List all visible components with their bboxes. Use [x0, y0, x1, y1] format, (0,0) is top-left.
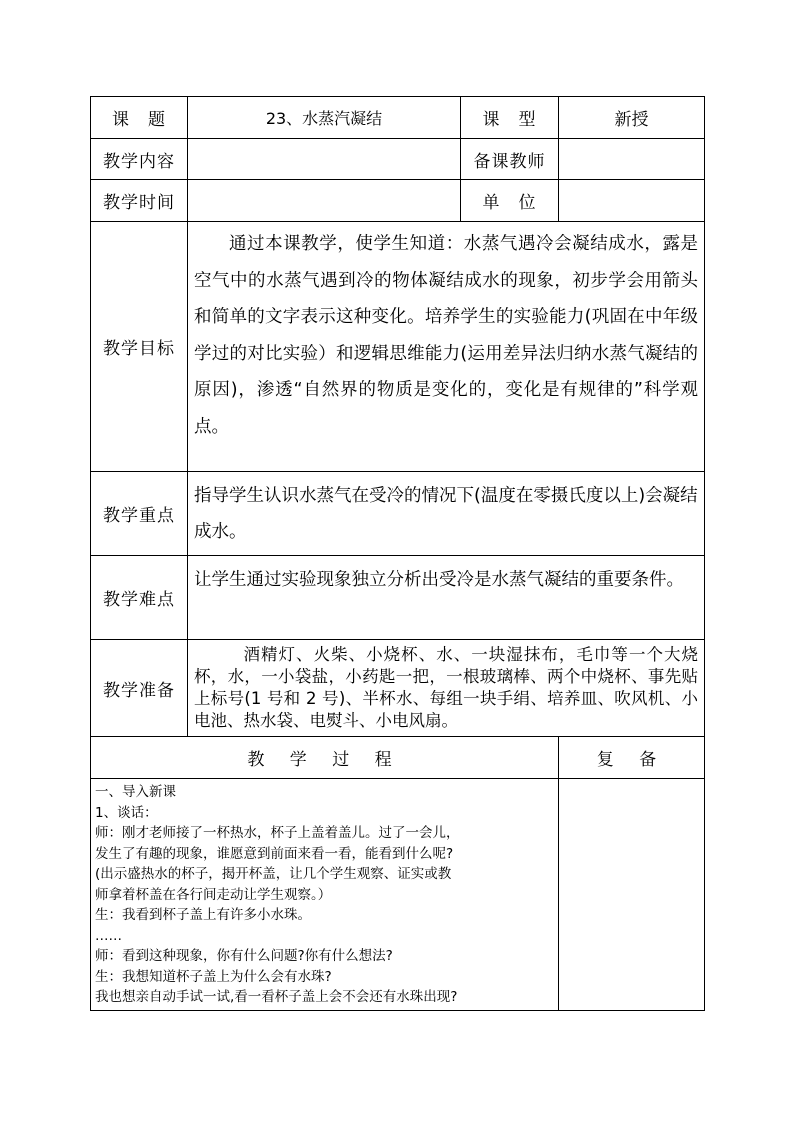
type-value: 新授: [559, 97, 705, 139]
process-line: ……: [95, 927, 122, 944]
process-line: (出示盛热水的杯子，揭开杯盖，让几个学生观察、证实或教: [95, 866, 452, 882]
header-row: [91, 97, 705, 139]
unit-label: 单 位: [461, 180, 559, 222]
unit-value: [559, 180, 705, 222]
process-line: 1、谈话：: [95, 804, 158, 821]
time-label: 教学时间: [91, 180, 188, 222]
process-header: 教 学 过 程: [91, 737, 559, 779]
process-line: 我也想亲自动手试一试,看一看杯子盖上会不会还有水珠出现?: [95, 989, 458, 1005]
process-row: [91, 779, 705, 1011]
process-content: [91, 779, 559, 1011]
objectives-row: [91, 222, 705, 472]
difficulties-label: 教学难点: [91, 556, 188, 640]
key-points-label: 教学重点: [91, 472, 188, 556]
preparation-cell: [188, 640, 705, 737]
process-line: 发生了有趣的现象，谁愿意到前面来看一看，能看到什么呢?: [95, 845, 454, 862]
key-points-row: [91, 472, 705, 556]
objectives-cell: [188, 222, 705, 472]
lesson-plan-page: [90, 96, 704, 1011]
time-value: [188, 180, 461, 222]
time-row: [91, 180, 705, 222]
topic-label: 课 题: [91, 97, 188, 139]
difficulties-row: [91, 556, 705, 640]
review-header: 复 备: [559, 737, 705, 779]
type-label: 课 型: [461, 97, 559, 139]
difficulties-text: 让学生通过实验现象独立分析出受冷是水蒸气凝结的重要条件。: [188, 556, 705, 640]
objectives-text: 通过本课教学，使学生知道：水蒸气遇冷会凝结成水，露是空气中的水蒸气遇到冷的物体凝结成水的现象，初步学会用箭头和简单的文字表示这种变化。培养学生的实验能力(巩固在中年级学过的对比实验）和逻辑思维能力(运用差异法归纳水蒸气凝结的原因)，渗透“自然界的物质是变化的，变化是有规律的”科学观点。: [194, 234, 698, 437]
preparation-row: [91, 640, 705, 737]
teacher-label: 备课教师: [461, 139, 559, 180]
content-value: [188, 139, 461, 180]
process-line: 生：我看到杯子盖上有许多小水珠。: [95, 907, 311, 923]
preparation-label: 教学准备: [91, 640, 188, 737]
process-line: 师：刚才老师接了一杯热水，杯子上盖着盖儿。过了一会儿，: [95, 825, 460, 841]
preparation-text: 酒精灯、火柴、小烧杯、水、一块湿抹布，毛巾等一个大烧杯，水，一小袋盐，小药匙一把，一根玻璃棒、两个中烧杯、事先贴上标号(1 号和 2 号)、半杯水、每组一块手绢、培养皿、吹风机、小电池、热水袋、电熨斗、小电风扇。: [194, 645, 698, 730]
process-line: 师：看到这种现象，你有什么问题?你有什么想法?: [95, 948, 393, 964]
process-line: 一、导入新课: [95, 784, 176, 800]
content-label: 教学内容: [91, 139, 188, 180]
lesson-plan-table: [90, 96, 705, 1011]
objectives-label: 教学目标: [91, 222, 188, 472]
process-line: 师拿着杯盖在各行间走动让学生观察。）: [95, 886, 332, 903]
topic-value: 23、水蒸汽凝结: [188, 97, 461, 139]
teacher-value: [559, 139, 705, 180]
content-row: [91, 139, 705, 180]
process-header-row: [91, 737, 705, 779]
process-line: 生：我想知道杯子盖上为什么会有水珠?: [95, 968, 332, 985]
key-points-text: 指导学生认识水蒸气在受冷的情况下(温度在零摄氏度以上)会凝结成水。: [188, 472, 705, 556]
review-content: [559, 779, 705, 1011]
